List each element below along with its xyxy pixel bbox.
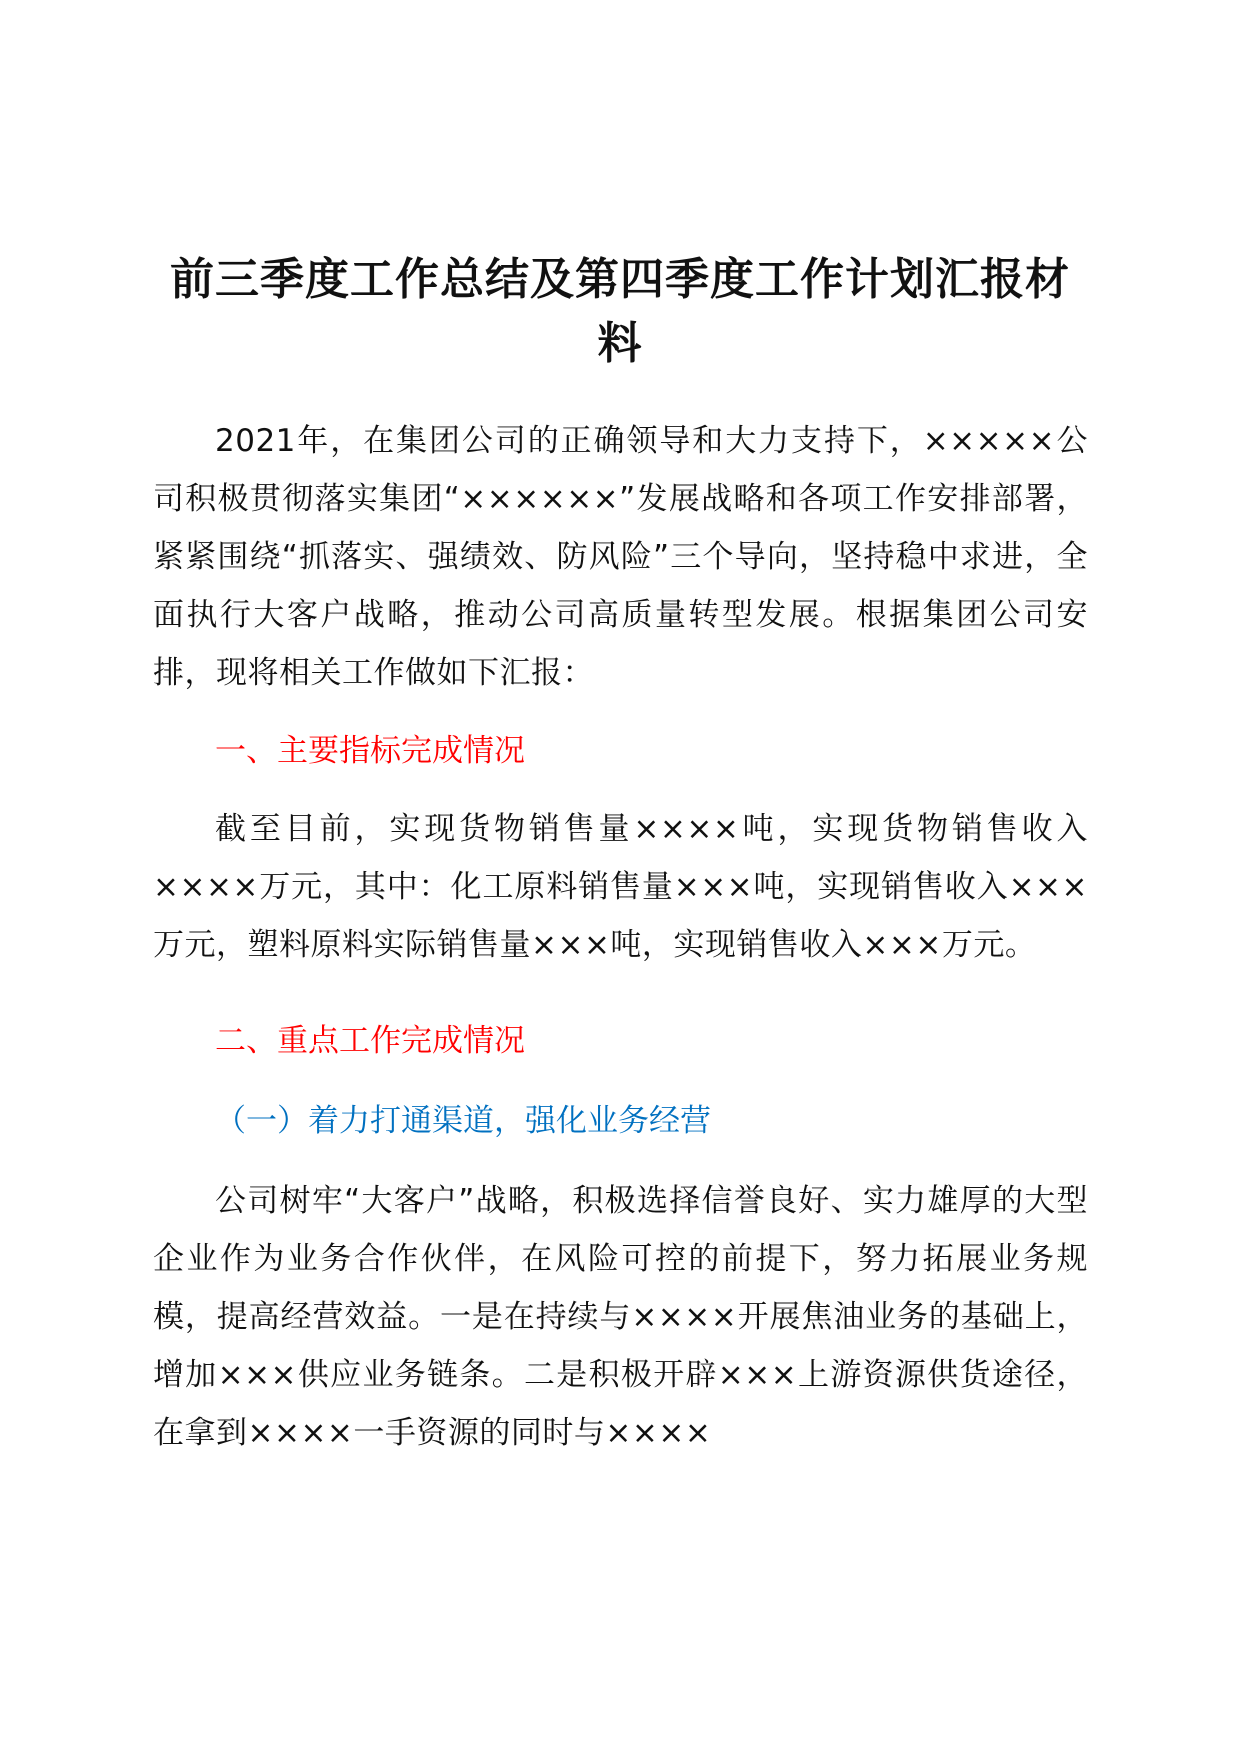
section-1-heading: 一、主要指标完成情况 <box>215 733 525 769</box>
document-body <box>153 412 1088 1462</box>
intro-paragraph: 2021年，在集团公司的正确领导和大力支持下，×××××公司积极贯彻落实集团“××××××”发展战略和各项工作安排部署，紧紧围绕“抓落实、强绩效、防风险”三个导向，坚持稳中求进，全面执行大客户战略，推动公司高质量转型发展。根据集团公司安排，现将相关工作做如下汇报： <box>153 423 1088 691</box>
spacer <box>153 974 1088 1012</box>
subsection-1-paragraph: 公司树牢“大客户”战略，积极选择信誉良好、实力雄厚的大型企业作为业务合作伙伴，在风险可控的前提下，努力拓展业务规模，提高经营效益。一是在持续与××××开展焦油业务的基础上，增加×××供应业务链条。二是积极开辟×××上游资源供货途径，在拿到××××一手资源的同时与×××× <box>153 1183 1088 1451</box>
document-title: 前三季度工作总结及第四季度工作计划汇报材料 <box>170 254 1070 369</box>
section-1-paragraph: 截至目前，实现货物销售量××××吨，实现货物销售收入××××万元，其中：化工原料销售量×××吨，实现销售收入×××万元，塑料原料实际销售量×××吨，实现销售收入×××万元。 <box>153 811 1088 963</box>
spacer <box>153 702 1088 722</box>
spacer <box>153 1150 1088 1172</box>
section-2-heading: 二、重点工作完成情况 <box>215 1023 525 1059</box>
spacer <box>153 780 1088 800</box>
subsection-1-heading: （一）着力打通渠道，强化业务经营 <box>215 1103 711 1139</box>
spacer <box>153 1070 1088 1092</box>
